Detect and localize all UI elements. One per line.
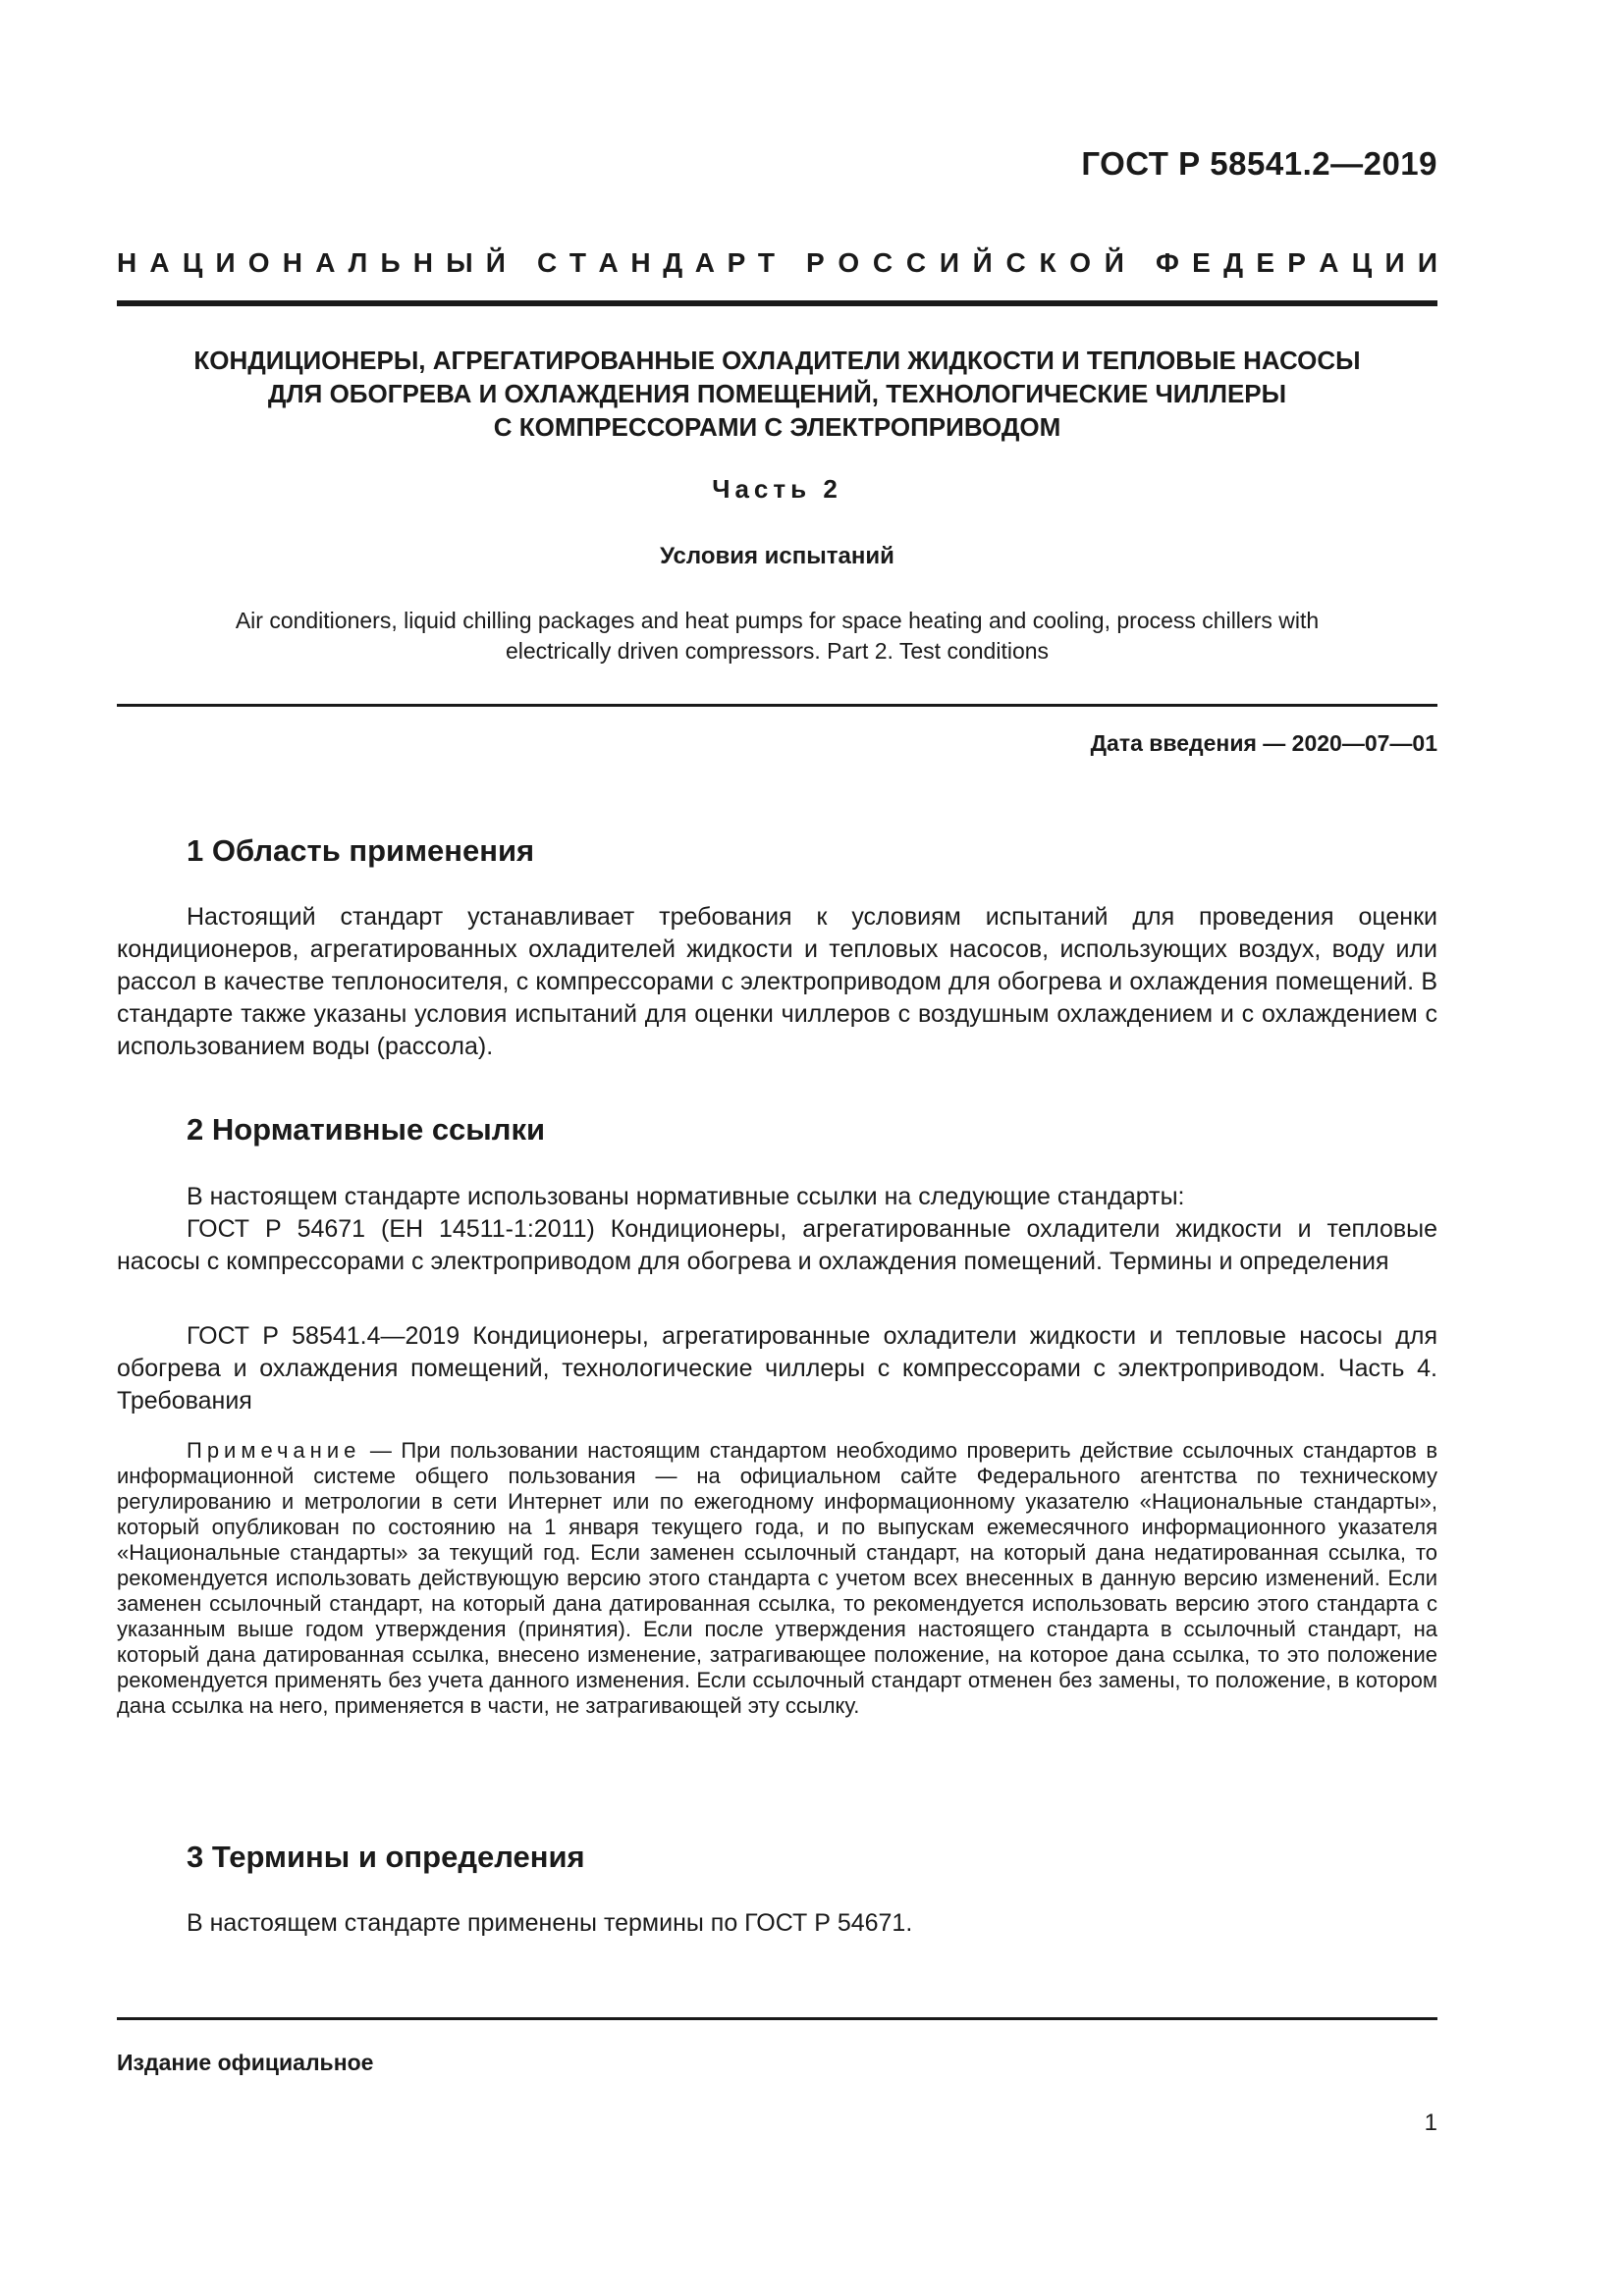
paragraph-text: В настоящем стандарте применены термины по ГОСТ Р 54671.: [187, 1909, 913, 1937]
english-title-line: electrically driven compressors. Part 2. Test conditions: [505, 638, 1050, 664]
banner-word: Р О С С И Й С К О Й: [806, 247, 1124, 278]
footer-rule: [117, 2017, 1437, 2020]
reference-text: ГОСТ Р 54671 (ЕН 14511-1:2011) Кондиционеры, агрегатированные охладители жидкости и тепловые насосы с компрессорами с электроприводом для обогрева и охлаждения помещений. Термины и определения: [117, 1215, 1437, 1275]
reference-item: [117, 1213, 1437, 1278]
page-number: 1: [1424, 2109, 1437, 2136]
header-rule: [117, 300, 1437, 306]
introduction-date: Дата введения — 2020—07—01: [1090, 730, 1437, 756]
edition-label: Издание официальное: [117, 2050, 374, 2075]
note-text: — При пользовании настоящим стандартом необходимо проверить действие ссылочных стандартов в информационной системе общего пользования — на официальном сайте Федерального агентства по техническому регулированию и метрологии в сети Интернет или по ежегодному информационному указателю «Национальные стандарты», который опубликован по состоянию на 1 января текущего года, и по выпускам ежемесячного информационного указателя «Национальные стандарты» за текущий год. Если заменен ссылочный стандарт, на который дана недатированная ссылка, то рекомендуется использовать действующую версию этого стандарта с учетом всех внесенных в данную версию изменений. Если заменен ссылочный стандарт, на который дана датированная ссылка, то рекомендуется использовать версию этого стандарта с указанным выше годом утверждения (принятия). Если после утверждения настоящего стандарта в ссылочный стандарт, на который дана датированная ссылка, внесено изменение, затрагивающее положение, на которое дана ссылка, то это положение рекомендуется применять без учета данного изменения. Если ссылочный стандарт отменен без замены, то положение, в котором дана ссылка на него, применяется в части, не затрагивающей эту ссылку.: [117, 1438, 1437, 1718]
section-heading: 2 Нормативные ссылки: [187, 1112, 546, 1147]
reference-item: [117, 1320, 1437, 1417]
note: [117, 1438, 1437, 1719]
note-label: Примечание: [187, 1438, 361, 1463]
document-page: [117, 0, 1437, 2296]
section-heading: 3 Термины и определения: [187, 1840, 585, 1874]
banner-word: С Т А Н Д А Р Т: [537, 247, 775, 278]
document-title: [117, 344, 1437, 444]
national-standard-banner: [117, 247, 1437, 279]
title-line: КОНДИЦИОНЕРЫ, АГРЕГАТИРОВАННЫЕ ОХЛАДИТЕЛИ ЖИДКОСТИ И ТЕПЛОВЫЕ НАСОСЫ: [193, 346, 1361, 375]
gost-number: ГОСТ Р 58541.2—2019: [1081, 145, 1437, 182]
banner-word: Ф Е Д Е Р А Ц И И: [1156, 247, 1437, 278]
paragraph: [117, 1181, 1437, 1213]
paragraph: [117, 1907, 1437, 1940]
english-title-line: Air conditioners, liquid chilling packages and heat pumps for space heating and cooling, process chillers with: [235, 608, 1320, 633]
part-label: Часть 2: [712, 474, 842, 504]
banner-word: Н А Ц И О Н А Л Ь Н Ы Й: [117, 247, 506, 278]
section-heading: 1 Область применения: [187, 833, 535, 868]
paragraph-text: Настоящий стандарт устанавливает требования к условиям испытаний для проведения оценки кондиционеров, агрегатированных охладителей жидкости и тепловых насосов, использующих воздух, воду или рассол в качестве теплоносителя, с компрессорами с электроприводом для обогрева и охлаждения помещений. В стандарте также указаны условия испытаний для оценки чиллеров с воздушным охлаждением и с охлаждением с использованием воды (рассола).: [117, 903, 1437, 1060]
reference-text: ГОСТ Р 58541.4—2019 Кондиционеры, агрегатированные охладители жидкости и тепловые насосы для обогрева и охлаждения помещений, технологические чиллеры с компрессорами с электроприводом. Часть 4. Требования: [117, 1322, 1437, 1415]
english-title: [117, 606, 1437, 667]
paragraph: [117, 901, 1437, 1063]
title-rule: [117, 704, 1437, 707]
paragraph-text: В настоящем стандарте использованы нормативные ссылки на следующие стандарты:: [187, 1183, 1185, 1210]
part-subtitle: Условия испытаний: [660, 543, 894, 569]
title-line: С КОМПРЕССОРАМИ С ЭЛЕКТРОПРИВОДОМ: [493, 412, 1061, 442]
title-line: ДЛЯ ОБОГРЕВА И ОХЛАЖДЕНИЯ ПОМЕЩЕНИЙ, ТЕХНОЛОГИЧЕСКИЕ ЧИЛЛЕРЫ: [267, 379, 1287, 408]
